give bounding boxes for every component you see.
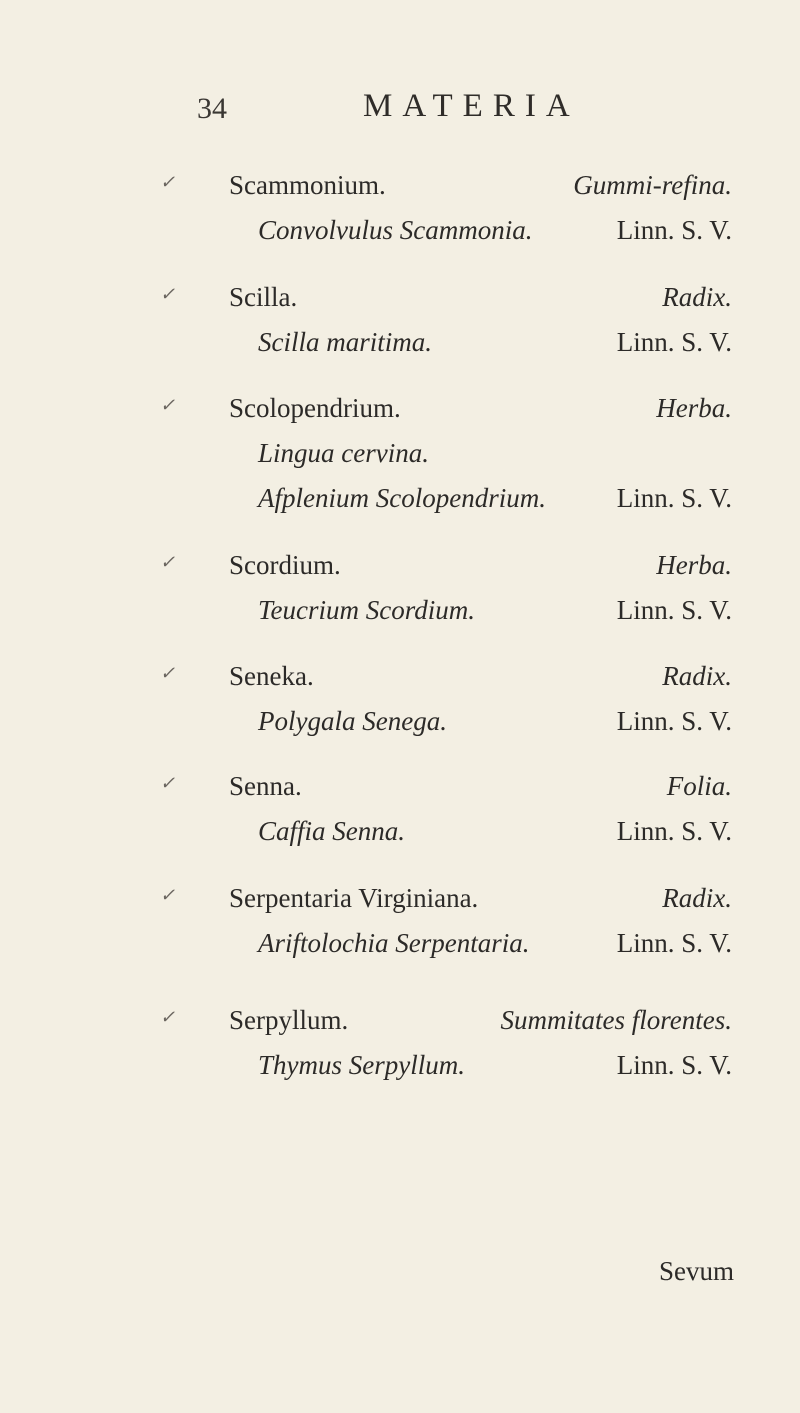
entry-name: Serpentaria Virginiana.: [229, 883, 479, 913]
check-mark: ✓: [160, 1007, 176, 1027]
entry-name: Scordium.: [229, 550, 341, 580]
entry-synonym: Convolvulus Scammonia.: [258, 215, 533, 245]
entry-synonym: Thymus Serpyllum.: [258, 1050, 465, 1080]
entry-synonym: Ariftolochia Serpentaria.: [258, 928, 530, 958]
entry-part: Radix.: [662, 282, 732, 312]
entry-part: Gummi-refina.: [573, 170, 732, 200]
check-mark: ✓: [160, 552, 176, 572]
entry-part: Radix.: [662, 883, 732, 913]
page-header: [0, 88, 800, 128]
entry-name: Seneka.: [229, 661, 314, 691]
check-mark: ✓: [160, 395, 176, 415]
entry-name: Scilla.: [229, 282, 298, 312]
check-mark: ✓: [160, 172, 176, 192]
check-mark: ✓: [160, 885, 176, 905]
running-head: MATERIA: [363, 88, 580, 124]
entry-reference: Linn. S. V.: [616, 706, 732, 736]
entry-reference: Linn. S. V.: [616, 215, 732, 245]
entry-name: Scammonium.: [229, 170, 386, 200]
entry-reference: Linn. S. V.: [616, 327, 732, 357]
entry-part: Radix.: [662, 661, 732, 691]
check-mark: ✓: [160, 773, 176, 793]
check-mark: ✓: [160, 284, 176, 304]
entry-reference: Linn. S. V.: [616, 928, 732, 958]
entry-name: Serpyllum.: [229, 1005, 349, 1035]
entry-part: Folia.: [666, 771, 732, 801]
entry-synonym: Teucrium Scordium.: [258, 595, 476, 625]
entry-name: Scolopendrium.: [229, 393, 401, 423]
entry-part: Herba.: [656, 393, 732, 423]
entry-synonym: Polygala Senega.: [258, 706, 447, 736]
entry-part: Summitates florentes.: [500, 1005, 732, 1035]
entry-synonym: Caffia Senna.: [258, 816, 405, 846]
check-mark: ✓: [160, 663, 176, 683]
entry-reference: Linn. S. V.: [616, 595, 732, 625]
entry-reference: Linn. S. V.: [616, 483, 732, 513]
entry-synonym: Scilla maritima.: [258, 327, 432, 357]
catchword: Sevum: [658, 1256, 734, 1286]
entry-name: Senna.: [229, 771, 302, 801]
entry-synonym: Afplenium Scolopendrium.: [258, 483, 546, 513]
entry-reference: Linn. S. V.: [616, 816, 732, 846]
entry-reference: Linn. S. V.: [616, 1050, 732, 1080]
entry-part: Herba.: [656, 550, 732, 580]
entry-synonym: Lingua cervina.: [258, 438, 429, 468]
page-number: 34: [197, 92, 227, 125]
